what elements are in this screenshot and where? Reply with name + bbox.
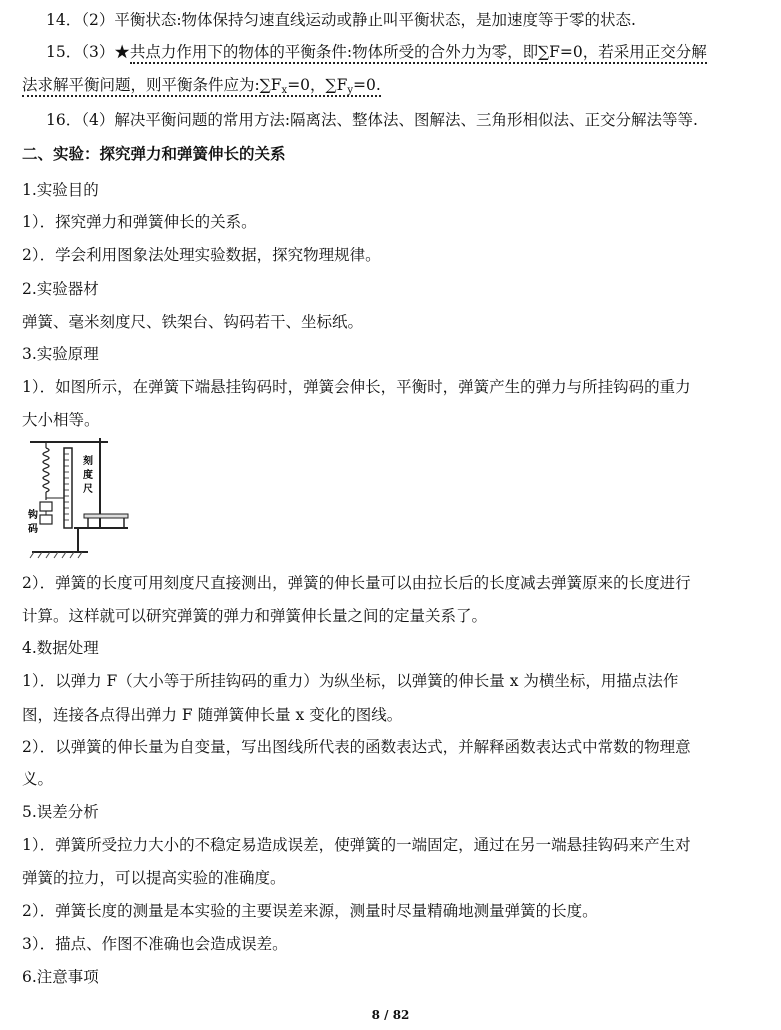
page-separator: / xyxy=(379,1008,393,1022)
purpose-item-1: 1）．探究弹力和弹簧伸长的关系。 xyxy=(22,213,257,231)
item-14: 14．（2）平衡状态:物体保持匀速直线运动或静止叫平衡状态，是加速度等于零的状态. xyxy=(46,11,636,29)
item-15-prefix: 15．（3） xyxy=(46,43,115,61)
principle-item-2-line-1: 2）．弹簧的长度可用刻度尺直接测出，弹簧的伸长量可以由拉长后的长度减去弹簧原来的长度进行 xyxy=(22,574,691,592)
error-item-3: 3）．描点、作图不准确也会造成误差。 xyxy=(22,935,288,953)
subsection-notes: 6.注意事项 xyxy=(22,968,99,986)
subsection-principle: 3.实验原理 xyxy=(22,345,99,363)
data-item-2-line-2: 义。 xyxy=(22,770,54,788)
data-item-1-line-1: 1）．以弹力 F（大小等于所挂钩码的重力）为纵坐标，以弹簧的伸长量 x 为横坐标，用描点法作 xyxy=(22,672,679,690)
equipment-list: 弹簧、毫米刻度尺、铁架台、钩码若干、坐标纸。 xyxy=(22,313,364,331)
error-item-1-line-2: 弹簧的拉力，可以提高实验的准确度。 xyxy=(22,869,286,887)
star-icon: ★ xyxy=(114,43,130,61)
item-15 xyxy=(46,42,767,62)
item-15-cont-text: 法求解平衡问题，则平衡条件应为$:\sum F_x=0$，$\sum F_y=0$. xyxy=(22,76,381,96)
error-item-2: 2）．弹簧长度的测量是本实验的主要误差来源，测量时尽量精确地测量弹簧的长度。 xyxy=(22,902,598,920)
principle-item-1-line-1: 1）．如图所示，在弹簧下端悬挂钩码时，弹簧会伸长，平衡时，弹簧产生的弹力与所挂钩码的重力 xyxy=(22,378,691,396)
purpose-item-2: 2）．学会利用图象法处理实验数据，探究物理规律。 xyxy=(22,246,381,264)
principle-item-2-line-2: 计算。这样就可以研究弹簧的弹力和弹簧伸长量之间的定量关系了。 xyxy=(22,607,488,625)
principle-item-1-line-2: 大小相等。 xyxy=(22,411,100,429)
total-pages: 82 xyxy=(392,1008,410,1022)
current-page: 8 xyxy=(371,1008,380,1022)
ruler-label-3: 尺 xyxy=(83,484,93,495)
item-16: 16．（4）解决平衡问题的常用方法:隔离法、整体法、图解法、三角形相似法、正交分解法等等. xyxy=(46,111,698,129)
subsection-equipment: 2.实验器材 xyxy=(22,280,99,298)
page-number xyxy=(0,1008,781,1022)
spring-experiment-figure xyxy=(28,436,138,562)
ruler-label-2: 度 xyxy=(83,470,93,481)
data-item-2-line-1: 2）．以弹簧的伸长量为自变量，写出图线所代表的函数表达式，并解释函数表达式中常数的物理意 xyxy=(22,738,691,756)
error-item-1-line-1: 1）．弹簧所受拉力大小的不稳定易造成误差，使弹簧的一端固定，通过在另一端悬挂钩码来产生对 xyxy=(22,836,691,854)
subsection-error-analysis: 5.误差分析 xyxy=(22,803,99,821)
subsection-purpose: 1.实验目的 xyxy=(22,181,99,199)
section-heading: 二、实验：探究弹力和弹簧伸长的关系 xyxy=(22,144,286,163)
data-item-1-line-2: 图，连接各点得出弹力 F 随弹簧伸长量 x 变化的图线。 xyxy=(22,706,403,724)
subsection-data-processing: 4.数据处理 xyxy=(22,639,99,657)
item-15-continuation xyxy=(22,75,767,101)
weight-label-1: 钩 xyxy=(28,510,38,521)
ruler-label-1: 刻 xyxy=(83,456,93,467)
item-15-body: 共点力作用下的物体的平衡条件:物体所受的合外力为零，即∑F=0，若采用正交分解 xyxy=(130,43,707,64)
weight-label-2: 码 xyxy=(28,524,38,535)
